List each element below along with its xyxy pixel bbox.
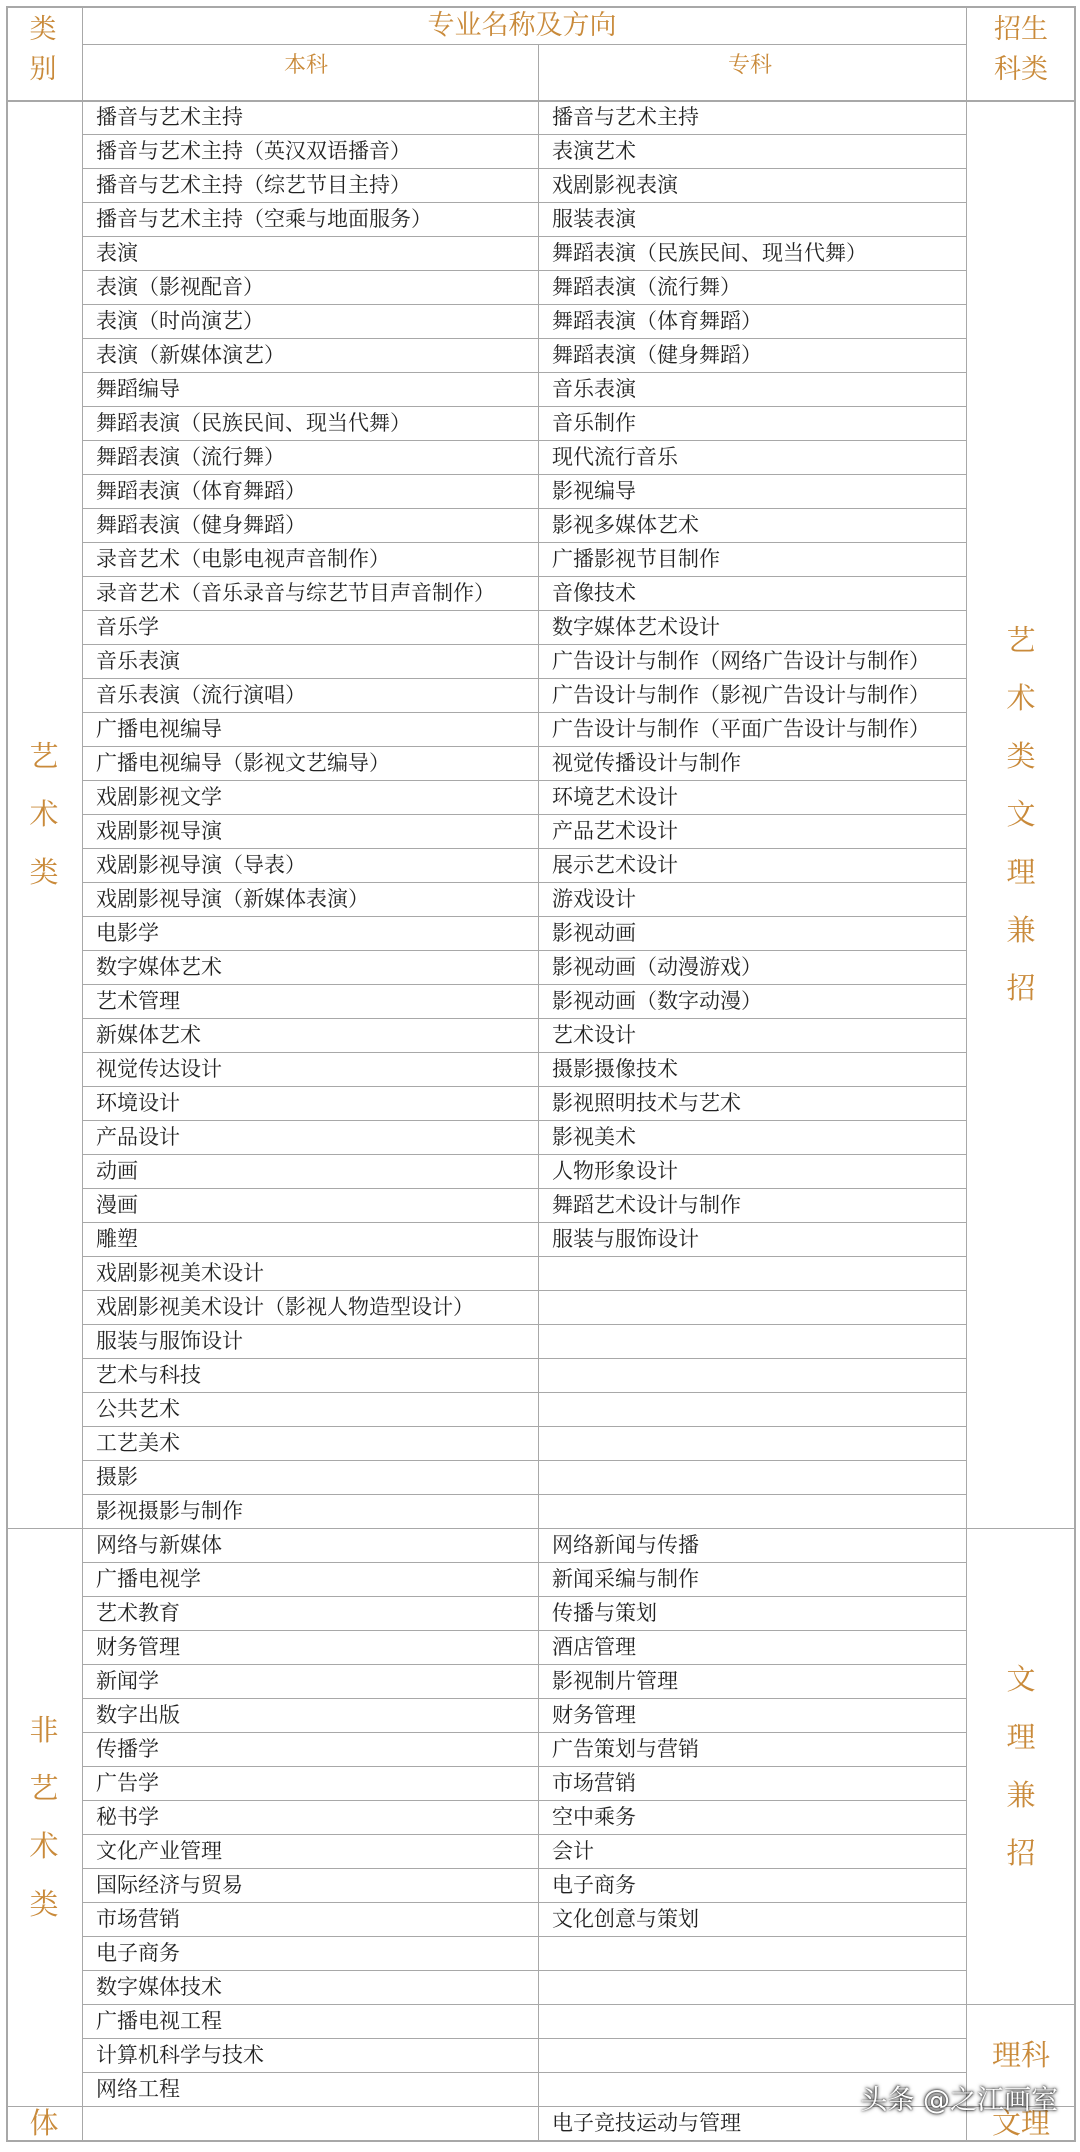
junior-major-cell: 播音与艺术主持 — [552, 105, 699, 129]
grid-col1 — [82, 6, 83, 2140]
junior-major-cell: 舞蹈表演（流行舞） — [552, 275, 741, 299]
junior-major-cell: 产品艺术设计 — [552, 819, 678, 843]
junior-major-cell: 视觉传播设计与制作 — [552, 751, 741, 775]
junior-major-cell: 酒店管理 — [552, 1635, 636, 1659]
junior-major-cell: 传播与策划 — [552, 1601, 657, 1625]
bachelor-major-cell: 戏剧影视导演（导表） — [96, 853, 306, 877]
bachelor-major-cell: 音乐表演（流行演唱） — [96, 683, 306, 707]
bachelor-major-cell: 财务管理 — [96, 1635, 180, 1659]
junior-major-cell: 音像技术 — [552, 581, 636, 605]
bachelor-major-cell: 表演（影视配音） — [96, 275, 264, 299]
bachelor-major-cell: 戏剧影视导演（新媒体表演） — [96, 887, 369, 911]
grid-header-mid — [82, 44, 966, 45]
bachelor-major-cell: 数字出版 — [96, 1703, 180, 1727]
junior-major-cell: 服装与服饰设计 — [552, 1227, 699, 1251]
bachelor-major-cell: 产品设计 — [96, 1125, 180, 1149]
section-admission-sports: 文理 — [991, 2106, 1050, 2140]
header-category: 类 别 — [29, 14, 57, 85]
junior-major-cell: 广告设计与制作（影视广告设计与制作） — [552, 683, 930, 707]
bachelor-major-cell: 舞蹈表演（体育舞蹈） — [96, 479, 306, 503]
bachelor-major-cell: 录音艺术（音乐录音与综艺节目声音制作） — [96, 581, 495, 605]
bachelor-major-cell: 公共艺术 — [96, 1397, 180, 1421]
bachelor-major-cell: 表演（时尚演艺） — [96, 309, 264, 333]
junior-major-cell: 市场营销 — [552, 1771, 636, 1795]
bachelor-major-cell: 网络工程 — [96, 2077, 180, 2101]
bachelor-major-cell: 文化产业管理 — [96, 1839, 222, 1863]
bachelor-major-cell: 舞蹈表演（健身舞蹈） — [96, 513, 306, 537]
bachelor-major-cell: 计算机科学与技术 — [96, 2043, 264, 2067]
section-admission-art: 艺 术 类 文 理 兼 招 — [1006, 623, 1036, 1005]
bachelor-major-cell: 漫画 — [96, 1193, 138, 1217]
junior-major-cell: 财务管理 — [552, 1703, 636, 1727]
junior-major-cell: 服装表演 — [552, 207, 636, 231]
bachelor-major-cell: 戏剧影视美术设计（影视人物造型设计） — [96, 1295, 474, 1319]
bachelor-major-cell: 服装与服饰设计 — [96, 1329, 243, 1353]
junior-major-cell: 舞蹈艺术设计与制作 — [552, 1193, 741, 1217]
junior-major-cell: 广告设计与制作（平面广告设计与制作） — [552, 717, 930, 741]
bachelor-major-cell: 传播学 — [96, 1737, 159, 1761]
section-category-art: 艺 术 类 — [29, 739, 59, 889]
junior-major-cell: 影视多媒体艺术 — [552, 513, 699, 537]
header-bachelor: 本科 — [283, 53, 328, 78]
bachelor-major-cell: 表演 — [96, 241, 138, 265]
junior-major-cell: 网络新闻与传播 — [552, 1533, 699, 1557]
junior-major-cell: 广告策划与营销 — [552, 1737, 699, 1761]
bachelor-major-cell: 广播电视编导 — [96, 717, 222, 741]
bachelor-major-cell: 数字媒体艺术 — [96, 955, 222, 979]
bachelor-major-cell: 市场营销 — [96, 1907, 180, 1931]
bachelor-major-cell: 电子商务 — [96, 1941, 180, 1965]
junior-major-cell: 展示艺术设计 — [552, 853, 678, 877]
junior-major-cell: 影视动画（数字动漫） — [552, 989, 762, 1013]
grid-header-split — [538, 44, 539, 100]
bachelor-major-cell: 广播电视编导（影视文艺编导） — [96, 751, 390, 775]
bachelor-major-cell: 国际经济与贸易 — [96, 1873, 243, 1897]
bachelor-major-cell: 播音与艺术主持 — [96, 105, 243, 129]
section-admission-non-art: 文 理 兼 招 — [1006, 1662, 1036, 1870]
bachelor-major-cell: 播音与艺术主持（英汉双语播音） — [96, 139, 411, 163]
bachelor-major-cell: 秘书学 — [96, 1805, 159, 1829]
bachelor-major-cell: 艺术教育 — [96, 1601, 180, 1625]
junior-major-cell: 空中乘务 — [552, 1805, 636, 1829]
bachelor-major-cell: 舞蹈表演（流行舞） — [96, 445, 285, 469]
bachelor-major-cell: 工艺美术 — [96, 1431, 180, 1455]
bachelor-major-cell: 舞蹈编导 — [96, 377, 180, 401]
junior-major-cell: 舞蹈表演（体育舞蹈） — [552, 309, 762, 333]
bachelor-major-cell: 音乐学 — [96, 615, 159, 639]
junior-major-cell: 环境艺术设计 — [552, 785, 678, 809]
bachelor-major-cell: 电影学 — [96, 921, 159, 945]
bachelor-major-cell: 戏剧影视文学 — [96, 785, 222, 809]
bachelor-major-cell: 新闻学 — [96, 1669, 159, 1693]
bachelor-major-cell: 动画 — [96, 1159, 138, 1183]
header-admission: 招生 科类 — [994, 14, 1048, 85]
grid-section-line — [6, 1528, 1076, 1529]
bachelor-major-cell: 舞蹈表演（民族民间、现当代舞） — [96, 411, 411, 435]
bachelor-major-cell: 数字媒体技术 — [96, 1975, 222, 1999]
junior-major-cell: 音乐表演 — [552, 377, 636, 401]
bachelor-major-cell: 播音与艺术主持（综艺节目主持） — [96, 173, 411, 197]
section-category-sports: 体 — [29, 2106, 59, 2140]
grid-bottom — [6, 2140, 1076, 2142]
junior-major-cell: 新闻采编与制作 — [552, 1567, 699, 1591]
section-admission-science: 理科 — [991, 2038, 1050, 2072]
bachelor-major-cell: 雕塑 — [96, 1227, 138, 1251]
junior-major-cell: 广告设计与制作（网络广告设计与制作） — [552, 649, 930, 673]
section-category-non-art: 非 艺 术 类 — [29, 1713, 59, 1921]
junior-major-cell: 电子商务 — [552, 1873, 636, 1897]
junior-major-cell: 影视照明技术与艺术 — [552, 1091, 741, 1115]
watermark: 头条 @之江画室 — [860, 2085, 1058, 2116]
bachelor-major-cell: 网络与新媒体 — [96, 1533, 222, 1557]
bachelor-major-cell: 新媒体艺术 — [96, 1023, 201, 1047]
junior-major-cell: 数字媒体艺术设计 — [552, 615, 720, 639]
junior-major-cell: 会计 — [552, 1839, 594, 1863]
grid-section-line — [6, 100, 1076, 101]
bachelor-major-cell: 广播电视学 — [96, 1567, 201, 1591]
junior-major-cell: 文化创意与策划 — [552, 1907, 699, 1931]
junior-major-cell: 游戏设计 — [552, 887, 636, 911]
bachelor-major-cell: 表演（新媒体演艺） — [96, 343, 285, 367]
header-junior: 专科 — [727, 53, 772, 78]
junior-major-cell: 影视美术 — [552, 1125, 636, 1149]
junior-major-cell: 影视制片管理 — [552, 1669, 678, 1693]
header-major-group: 专业名称及方向 — [427, 10, 617, 41]
junior-major-cell: 表演艺术 — [552, 139, 636, 163]
junior-major-cell: 电子竞技运动与管理 — [552, 2111, 741, 2135]
bachelor-major-cell: 视觉传达设计 — [96, 1057, 222, 1081]
bachelor-major-cell: 艺术管理 — [96, 989, 180, 1013]
bachelor-major-cell: 摄影 — [96, 1465, 138, 1489]
bachelor-major-cell: 播音与艺术主持（空乘与地面服务） — [96, 207, 432, 231]
junior-major-cell: 戏剧影视表演 — [552, 173, 678, 197]
bachelor-major-cell: 音乐表演 — [96, 649, 180, 673]
junior-major-cell: 舞蹈表演（民族民间、现当代舞） — [552, 241, 867, 265]
junior-major-cell: 人物形象设计 — [552, 1159, 678, 1183]
bachelor-major-cell: 录音艺术（电影电视声音制作） — [96, 547, 390, 571]
grid-top — [6, 6, 1076, 8]
junior-major-cell: 摄影摄像技术 — [552, 1057, 678, 1081]
junior-major-cell: 舞蹈表演（健身舞蹈） — [552, 343, 762, 367]
junior-major-cell: 影视动画（动漫游戏） — [552, 955, 762, 979]
bachelor-major-cell: 戏剧影视美术设计 — [96, 1261, 264, 1285]
junior-major-cell: 广播影视节目制作 — [552, 547, 720, 571]
junior-major-cell: 影视动画 — [552, 921, 636, 945]
bachelor-major-cell: 环境设计 — [96, 1091, 180, 1115]
bachelor-major-cell: 广播电视工程 — [96, 2009, 222, 2033]
junior-major-cell: 艺术设计 — [552, 1023, 636, 1047]
bachelor-major-cell: 影视摄影与制作 — [96, 1499, 243, 1523]
junior-major-cell: 现代流行音乐 — [552, 445, 678, 469]
bachelor-major-cell: 戏剧影视导演 — [96, 819, 222, 843]
junior-major-cell: 音乐制作 — [552, 411, 636, 435]
bachelor-major-cell: 广告学 — [96, 1771, 159, 1795]
bachelor-major-cell: 艺术与科技 — [96, 1363, 201, 1387]
junior-major-cell: 影视编导 — [552, 479, 636, 503]
